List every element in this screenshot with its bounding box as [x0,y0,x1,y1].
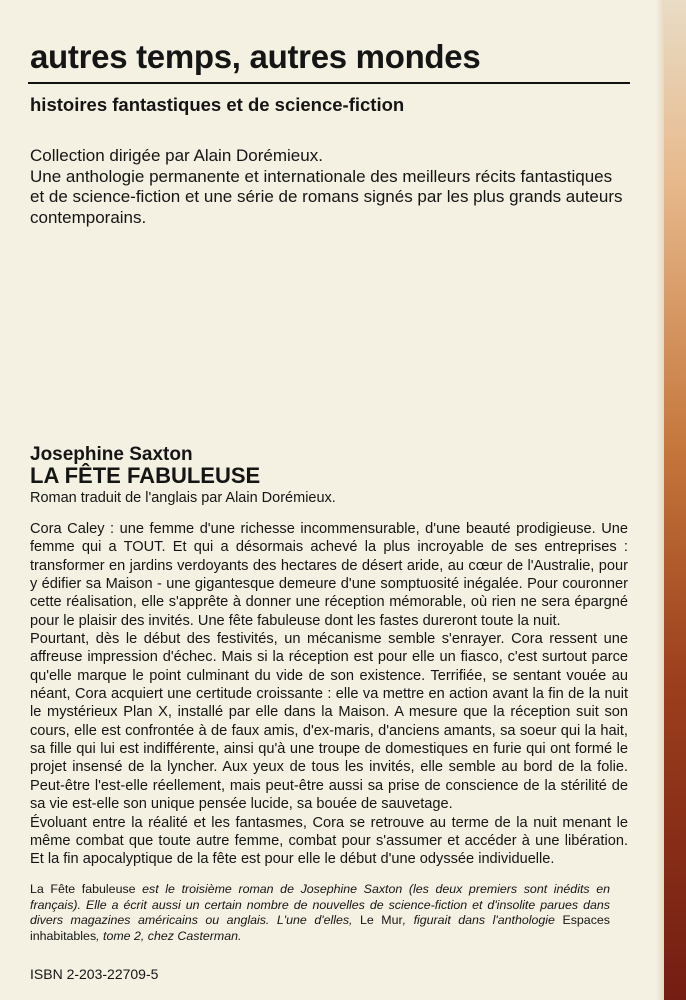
translator-credit: Roman traduit de l'anglais par Alain Dorémieux. [30,490,336,506]
cover-edge-stripe [664,0,686,1000]
note-anthology-title: Espaces inhabitables [30,913,610,943]
book-title: LA FÊTE FABULEUSE [30,463,261,488]
note-story-title: Le Mur [360,913,403,927]
book-summary [30,520,628,869]
note-text: , tome 2, chez Casterman. [96,928,242,943]
summary-paragraph: Pourtant, dès le début des festivités, un mécanisme semble s'enrayer. Cora ressent une affreuse impression d'échec. Mais si la réception est pour elle un fiasco, c'est surtout parce qu'elle marque le point culminant du vide de son existence. Terrifiée, se sentant vouée au néant, Cora acquiert une certitude croissante : elle va mettre en action avant la fin de la nuit le mystérieux Plan X, installé par elle dans la Maison. A mesure que la réception suit son cours, elle est confrontée à de faux amis, d'ex-maris, d'anciens amants, sa soeur qui la hait, sa fille qui lui est indifférente, ainsi qu'à une troupe de domestiques en furie qui ont formé le projet insensé de la lyncher. Aux yeux de tous les invités, elle semble au bord de la folie. Peut-être l'est-elle réellement, mais peut-être aussi sa prise de conscience de la stérilité de sa vie est-elle son unique pensée lucide, sa bouée de sauvetage. [30,631,628,813]
collection-description [30,146,630,228]
summary-paragraph: Évoluant entre la réalité et les fantasmes, Cora se retrouve au terme de la nuit menant le même combat que toute autre femme, combat pour s'assumer et accéder à une libération. Et la fin apocalyptique de la fête est pour elle le début d'une odyssée individuelle. [30,814,628,868]
spine-shadow [656,0,664,1000]
note-text: , figurait dans l'anthologie [402,913,563,927]
summary-paragraph: Cora Caley : une femme d'une richesse incommensurable, d'une beauté prodigieuse. Une femme qui a TOUT. Et qui a désormais achevé la plus incroyable de ses entreprises : transformer en jardins verdoyants des hectares de désert aride, au cœur de l'Australie, pour y édifier sa Maison - une gigantesque demeure d'une somptuosité inégalée. Pour couronner cette réalisation, elle s'apprête à donner une réception mémorable, où rien ne sera épargné pour le plaisir des invités. Une fête fabuleuse dont les fastes dureront toute la nuit. [30,521,628,629]
note-book-title: La Fête fabuleuse [30,882,136,896]
series-subtitle: histoires fantastiques et de science-fiction [30,94,405,115]
book-author: Josephine Saxton [30,444,193,465]
author-note [30,882,610,944]
series-title: autres temps, autres mondes [30,38,481,75]
collection-blurb: Une anthologie permanente et internationale des meilleurs récits fantastiques et de science-fiction et une série de romans signés par les plus grands auteurs contemporains. [30,166,623,227]
collection-editor: Collection dirigée par Alain Dorémieux. [30,146,323,165]
title-rule [28,82,630,84]
note-text: est le troisième roman de Josephine Saxton (les deux premiers sont inédits en français). Elle a écrit aussi un certain nombre de nouvelles de science-fiction et d'insolite parues dans divers magazines américains ou anglais. L'une d'elles, [30,882,610,927]
isbn: ISBN 2-203-22709-5 [30,966,159,982]
